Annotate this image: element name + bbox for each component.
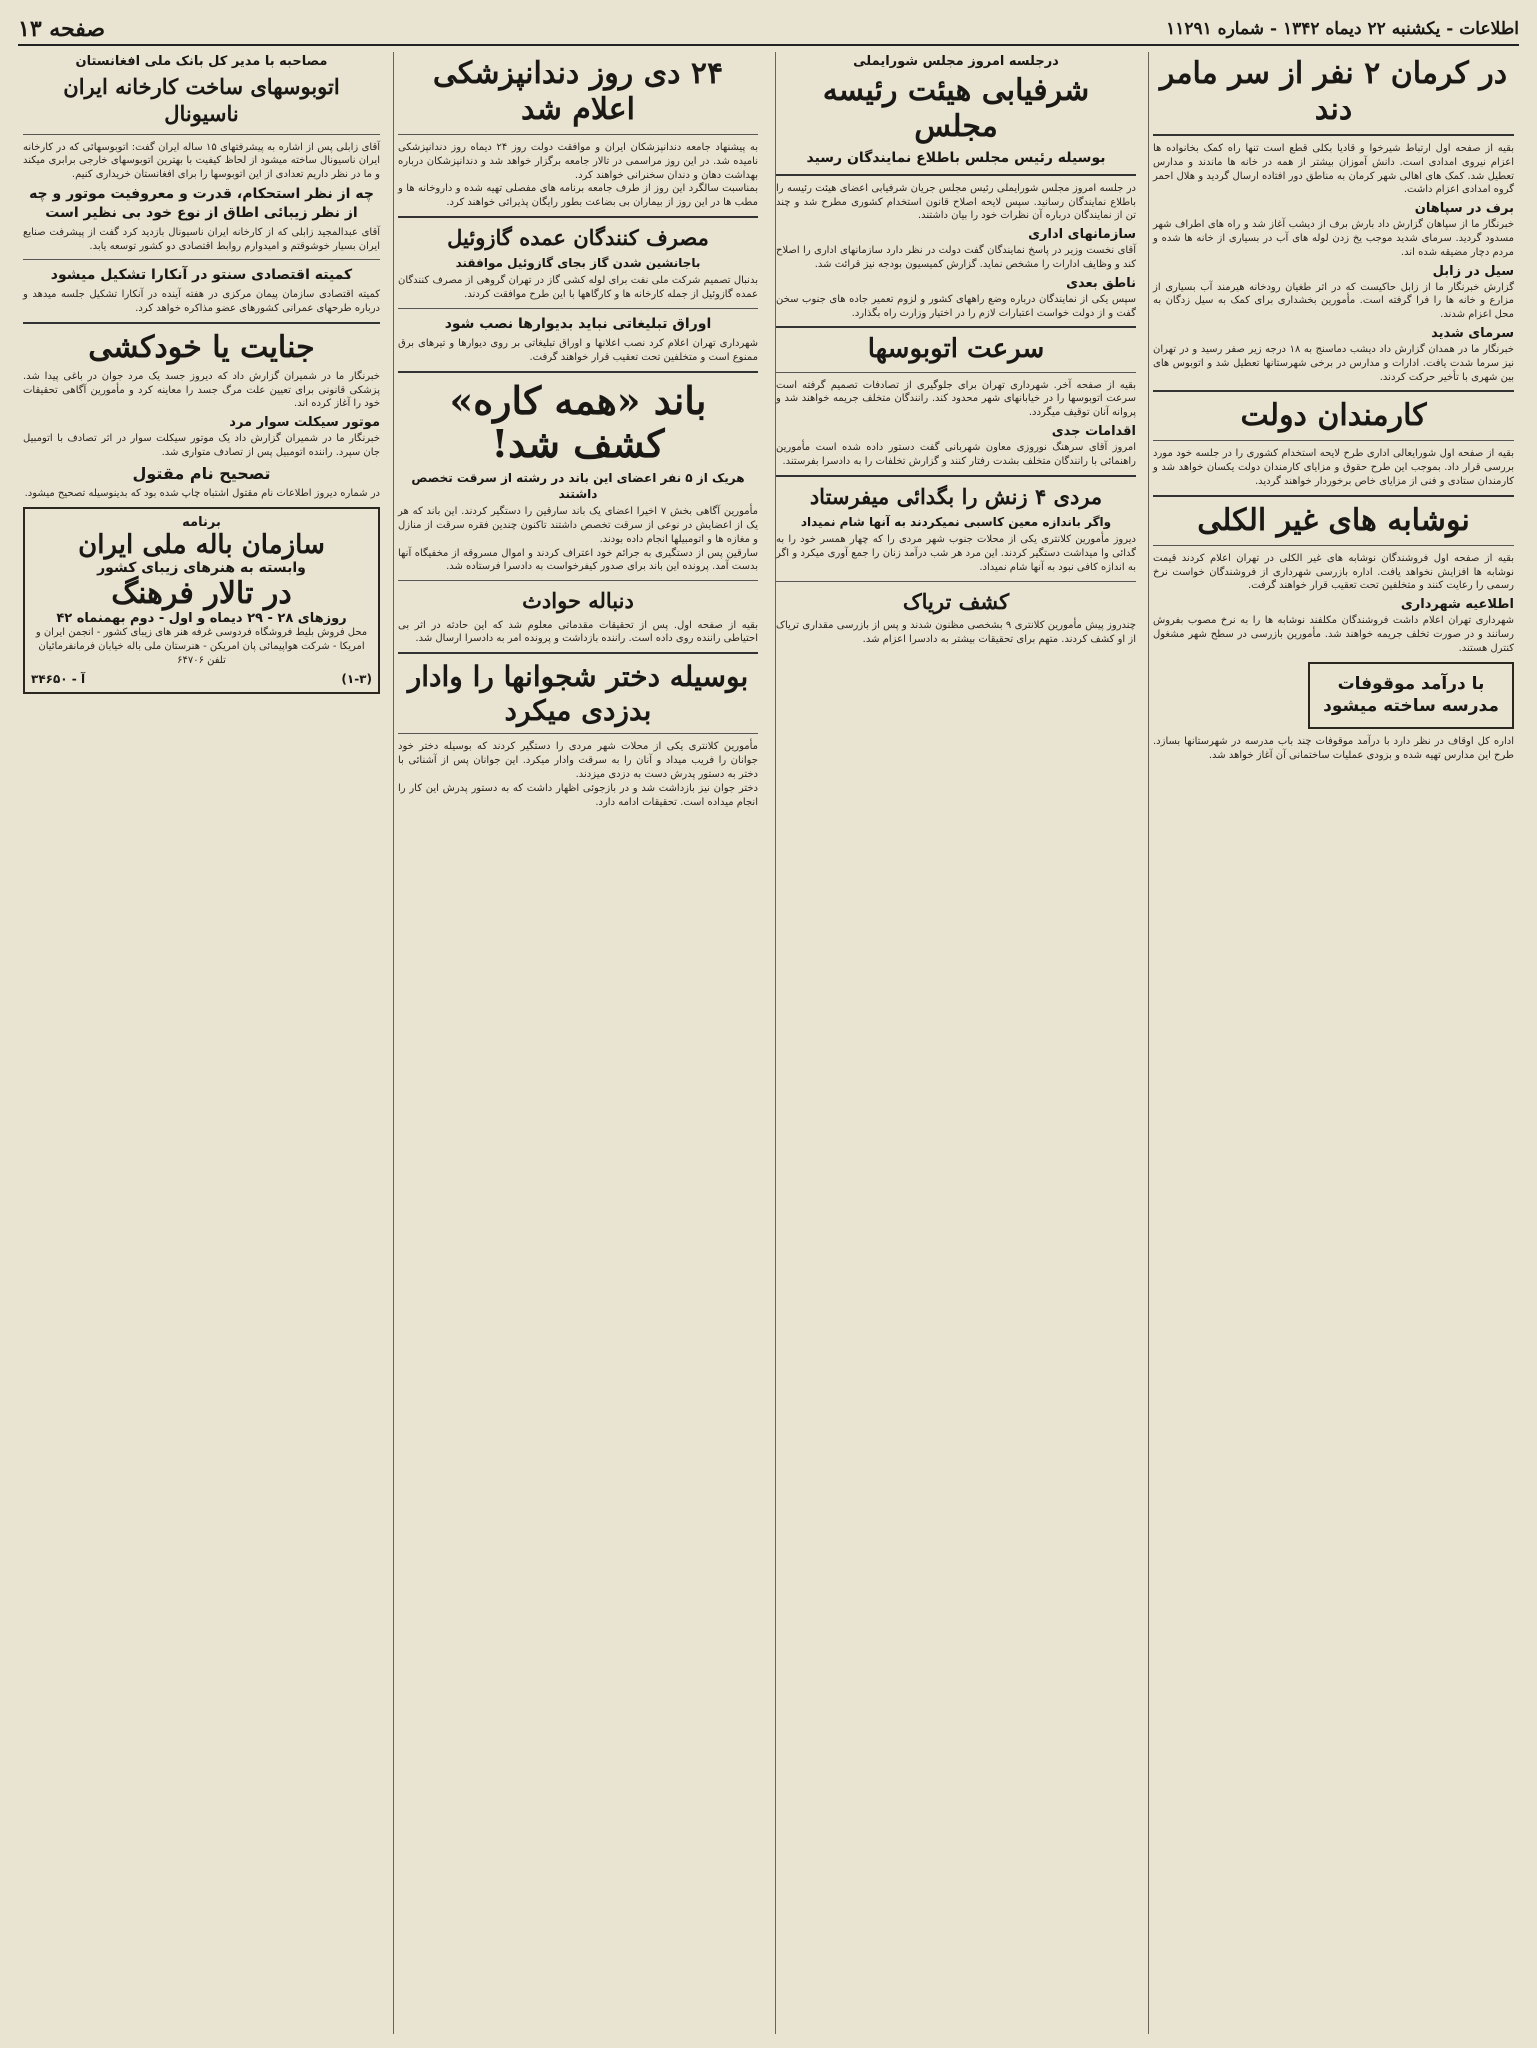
- article-daughter-body2: دختر جوان نیز بازداشت شد و در بازجوئی اظهار داشت که به دستور پدرش این کار را انجام میداده است. تحقیقات ادامه دارد.: [398, 782, 758, 808]
- ad-intro: برنامه: [182, 515, 221, 531]
- headline-gang: باند «همه کاره» کشف شد!: [449, 377, 707, 467]
- ad-code-right: (۱-۳): [341, 671, 372, 686]
- masthead-strip: [18, 14, 1519, 46]
- subhead-serious-measures: اقدامات جدی: [1051, 424, 1136, 440]
- subhead-flood: سیل در زابل: [1432, 263, 1514, 279]
- ad-subtitle: وابسته به هنرهای زیبای کشور: [97, 560, 306, 577]
- column-right: [1148, 52, 1519, 2034]
- article-snow-body: خبرنگار ما از سپاهان گزارش داد بارش برف از دیشب آغاز شد و راه های اطراف شهر مسدود گردید. سرمای شدید موجب یخ زدن لوله های آب در بسیاری از خانه ها شده و مردم دچار مضیقه شده اند.: [1153, 219, 1514, 258]
- article-bus-quality-body: آقای عبدالمجید زابلی که از کارخانه ایران ناسیونال بازدید کرد گفت از پیشرفت صنایع ایران بسیار خوشوقتم و امیدوارم روابط اقتصادی دو کشور توسعه یابد.: [23, 226, 380, 252]
- deck-beggar-wives: واگر باندازه معین کاسبی نمیکردند به آنها شام نمیداد: [800, 514, 1112, 529]
- headline-soft-drinks: نوشابه های غیر الکلی: [1197, 502, 1470, 538]
- page-number: صفحه ۱۳: [18, 16, 106, 42]
- column-left: [18, 52, 385, 2034]
- headline-bus-quality: چه از نظر استحکام، قدرت و معروفیت موتور و چه از نظر زیبائی اطاق از نوع خود بی نظیر است: [29, 185, 374, 221]
- article-municipality-body: شهرداری تهران اعلام داشت فروشندگان مکلفند نوشابه ها را به نرخ مصوب بفروش رسانند و در صورت تخلف جریمه خواهند شد. مأمورین بازرسی در سطح شهر مشغول کنترل هستند.: [1153, 615, 1514, 654]
- ad-info: محل فروش بلیط فروشگاه فردوسی غرفه هنر های زیبای کشور - انجمن ایران و امریکا - شرکت هواپیمائی پان امریکن - هنرستان ملی باله خیابان فرمانفرمائیان تلفن ۶۴۷۰۶: [35, 627, 368, 666]
- kicker-parliament: درجلسه امروز مجلس شورایملی: [853, 54, 1059, 69]
- subhead-snow: برف در سپاهان: [1414, 201, 1514, 217]
- headline-posters: اوراق تبلیغاتی نباید بدیوارها نصب شود: [444, 316, 712, 333]
- article-gang-body: مأمورین آگاهی بخش ۷ اخیرا اعضای یک باند سارقین را دستگیر کردند. این باند که هر یک از اعضایش در نوعی از سرقت تخصص داشتند تاکنون چندین فقره سرقت از منازل و مغازه ها و اتومبیلها انجام داده بودند.: [398, 506, 758, 545]
- headline-daughter-thefts: بوسیله دختر شجوانها را وادار بدزدی میکرد: [407, 660, 749, 727]
- column-center-right: [771, 52, 1141, 2034]
- headline-bus-speed: سرعت اتوبوسها: [867, 334, 1045, 365]
- headline-correction: تصحیح نام مقتول: [132, 463, 271, 483]
- masthead: اطلاعات - یکشنبه ۲۲ دیماه ۱۳۴۲ - شماره ۱۱۲۹۱: [1166, 19, 1519, 39]
- article-parliament-body: در جلسه امروز مجلس شورایملی رئیس مجلس جریان شرفیابی اعضای هیئت رئیسه را باطلاع نمایندگان رسانید. سپس لایحه اصلاح قانون استخدام کشوری مطرح شد و چند تن از نمایندگان درباره آن نظرات خود را بیان داشتند.: [776, 182, 1136, 222]
- headline-parliament: شرفیابی هیئت رئیسه مجلس: [822, 73, 1090, 144]
- headline-endowments: با درآمد موقوفات مدرسه ساخته میشود: [1323, 673, 1499, 717]
- columns: [18, 52, 1519, 2034]
- article-flood-body: گزارش خبرنگار ما از زابل حاکیست که در اثر طغیان رودخانه هیرمند آب بسیاری از مزارع و خانه ها را فرا گرفته است. مأمورین بخشداری برای کمک به سیل زدگان به محل اعزام شدند.: [1153, 281, 1514, 321]
- subhead-next-speaker: ناطق بعدی: [1066, 275, 1136, 291]
- article-kerman-body: بقیه از صفحه اول ارتباط شیرخوا و قادیا بکلی قطع است تنها راه کمک بخانواده ها اعزام نیروی امدادی است. دانش آموزان بیشتر از همه در خانه ها ماندند و مدارس تعطیل شد. کمک های اهالی شهر کرمان به مناطق دور افتاده ارسال گردید و هلال احمر گروه امدادی اعزام داشت.: [1153, 143, 1514, 196]
- headline-iran-national-buses: اتوبوسهای ساخت کارخانه ایران ناسیونال: [63, 74, 340, 127]
- article-dentistry-body: به پیشنهاد جامعه دندانپزشکان ایران و موافقت دولت روز ۲۴ دیماه روز دندانپزشکی نامیده شد. در این روز مراسمی در تالار جامعه برگزار خواهد شد و دندانپزشکان درباره بهداشت دهان و دندان سخنرانی خواهند کرد.: [398, 142, 758, 181]
- article-bus-speed-body: بقیه از صفحه آخر. شهرداری تهران برای جلوگیری از تصادفات تصمیم گرفته است سرعت اتوبوسها را در خیابانهای شهر محدود کند. رانندگان متخلف جریمه خواهند شد و پروانه آنان توقیف میگردد.: [776, 379, 1136, 419]
- ad-ballet: [23, 507, 380, 693]
- article-buses-body: آقای زابلی پس از اشاره به پیشرفتهای ۱۵ ساله ایران گفت: اتوبوسهائی که در کارخانه ایران ناسیونال ساخته میشود از لحاظ کیفیت با بهترین اتوبوسهای خارجی برابری میکند و ما در نظر داریم تعدادی از این اتوبوسها را برای افغانستان خریداری کنیم.: [23, 141, 380, 181]
- kicker-interview: مصاحبه با مدیر کل بانک ملی افغانستان: [75, 54, 328, 69]
- deck-gang: هریک از ۵ نفر اعضای این باند در رشته از سرقت تخصص داشتند: [411, 470, 745, 502]
- article-incidents-body: بقیه از صفحه اول. پس از تحقیقات مقدماتی معلوم شد که این حادثه در اثر بی احتیاطی راننده روی داده است. راننده بازداشت و پرونده امر به دادسرا ارسال شد.: [398, 619, 758, 645]
- article-dentistry-body2: بمناسبت سالگرد این روز از طرف جامعه برنامه های مفصلی تهیه شده و داروخانه ها و مطب ها در این روز از بیماران بی بضاعت بطور رایگان پذیرائی خواهند کرد.: [398, 183, 758, 209]
- article-serious-measures-body: امروز آقای سرهنگ نوروزی معاون شهربانی گفت دستور داده شده است مأمورین راهنمائی با رانندگان متخلف بشدت رفتار کنند و گزارش تخلفات را به دادسرا بفرستند.: [776, 442, 1136, 467]
- headline-incidents: دنباله حوادث: [522, 588, 634, 614]
- article-gasoil-body: بدنبال تصمیم شرکت ملی نفت برای لوله کشی گاز در تهران گروهی از مصرف کنندگان عمده گازوئیل از جمله کارخانه ها و کارگاهها با این طرح موافقت کردند.: [398, 275, 758, 301]
- article-beggar-wives-body: دیروز مأمورین کلانتری یکی از محلات جنوب شهر مردی را که چهار همسر خود را به گدائی وا میداشت دستگیر کردند. این مرد هر شب درآمد زنان را جمع آوری میکرد و اگر به اندازه کافی نبود به آنها شام نمیداد.: [776, 534, 1136, 573]
- article-opium-body: چندروز پیش مأمورین کلانتری ۹ بشخصی مظنون شدند و پس از بازرسی مقداری تریاک از او کشف کردند. متهم برای تحقیقات بیشتر به دادسرا اعزام شد.: [776, 619, 1136, 645]
- article-endowments-body: اداره کل اوقاف در نظر دارد با درآمد موقوفات چند باب مدرسه در شهرستانها بسازد. طرح این مدارس تهیه شده و بزودی عملیات ساختمانی آن آغاز خواهد شد.: [1153, 736, 1514, 762]
- deck-gasoil: باجانشین شدن گاز بجای گازوئیل موافقند: [455, 256, 701, 271]
- headline-crime-suicide: جنایت یا خودکشی: [88, 329, 315, 365]
- subhead-motorcycle: موتور سیکلت سوار مرد: [229, 415, 380, 431]
- article-posters-body: شهرداری تهران اعلام کرد نصب اعلانها و اوراق تبلیغاتی بر روی دیوارها و تیرهای برق ممنوع است و متخلفین تحت تعقیب قرار خواهند گرفت.: [398, 337, 758, 363]
- article-crime-body: خبرنگار ما در شمیران گزارش داد که دیروز جسد یک مرد جوان در باغی پیدا شد. پزشکی قانونی برای تعیین علت مرگ جسد را معاینه کرد و مأمورین آگاهی تحقیقات خود را آغاز کرده اند.: [23, 370, 380, 410]
- subhead-municipality: اطلاعیه شهرداری: [1400, 597, 1514, 613]
- article-next-speaker-body: سپس یکی از نمایندگان درباره وضع راههای کشور و لزوم تعمیر جاده های جنوب سخن گفت و از دولت خواست اعتبارات لازم را در اختیار وزارت راه بگذارد.: [776, 293, 1136, 319]
- column-center-left: [393, 52, 763, 2034]
- article-admin-body: آقای نخست وزیر در پاسخ نمایندگان گفت دولت در نظر دارد سازمانهای اداری را اصلاح کند و وظایف ادارات را مشخص نماید. گزارش کمیسیون بودجه نیز قرائت شد.: [776, 245, 1136, 271]
- article-gang-body2: سارقین پس از دستگیری به جرائم خود اعتراف کردند و اموال مسروقه از مخفیگاه آنها بدست آمد. پرونده این باند برای صدور کیفرخواست به دادسرا فرستاده شد.: [398, 547, 758, 573]
- deck-parliament: بوسیله رئیس مجلس باطلاع نمایندگان رسید: [806, 150, 1106, 166]
- article-employees-body: بقیه از صفحه اول شورایعالی اداری طرح لایحه استخدام کشوری را در جلسه خود مورد بررسی قرار داد. بموجب این طرح حقوق و مزایای کارمندان دولت یکسان خواهد شد و کارمندان ستادی و فنی از مزایای خاص برخوردار خواهند گردید.: [1153, 448, 1514, 487]
- headline-cento: کمیته اقتصادی سنتو در آنکارا تشکیل میشود: [50, 267, 353, 284]
- subhead-cold: سرمای شدید: [1431, 325, 1514, 341]
- article-cento-body: کمیته اقتصادی سازمان پیمان مرکزی در هفته آینده در آنکارا تشکیل جلسه میدهد و درباره طرحهای عمرانی کشورهای عضو مذاکره خواهد کرد.: [23, 289, 380, 315]
- ad-title: سازمان باله ملی ایران: [78, 530, 325, 561]
- article-correction-body: در شماره دیروز اطلاعات نام مقتول اشتباه چاپ شده بود که بدینوسیله تصحیح میشود.: [24, 488, 380, 500]
- headline-employees: کارمندان دولت: [1240, 398, 1427, 434]
- subhead-admin: سازمانهای اداری: [1028, 227, 1136, 243]
- headline-gasoil: مصرف کنندگان عمده گازوئیل: [447, 224, 709, 250]
- ad-code-left: آ - ۳۴۶۵۰: [31, 671, 86, 686]
- headline-kerman: در کرمان ۲ نفر از سر مامر دند: [1159, 56, 1508, 127]
- article-cold-body: خبرنگار ما در همدان گزارش داد دیشب دماسنج به ۱۸ درجه زیر صفر رسید و در تهران نیز سرما شدت یافت. ادارات و مدارس در برخی شهرستانها تعطیل شد و اتوبوس های بین شهری با تأخیر حرکت کردند.: [1153, 343, 1514, 383]
- article-motorcycle-body: خبرنگار ما در شمیران گزارش داد یک موتور سیکلت سوار در اثر تصادف با اتومبیل جان سپرد. راننده اتومبیل پس از تصادف متواری شد.: [23, 433, 380, 459]
- ad-place: در تالار فرهنگ: [111, 576, 292, 612]
- headline-opium: کشف تریاک: [902, 588, 1010, 614]
- box-endowments: [1308, 662, 1514, 730]
- ad-dates: روزهای ۲۸ - ۲۹ دیماه و اول - دوم بهمنماه ۴۲: [56, 611, 347, 627]
- headline-beggar-wives: مردی ۴ زنش را بگدائی میفرستاد: [809, 483, 1103, 509]
- article-soft-drinks-body: بقیه از صفحه اول فروشندگان نوشابه های غیر الکلی در تهران اعلام کردند قیمت نوشابه ها افزایش نخواهد یافت. اداره بازرسی شهرداری از فروشندگان خواست نرخ رسمی را رعایت کنند و متخلفین تحت تعقیب قرار خواهند گرفت.: [1153, 552, 1514, 592]
- ad-codes: [31, 672, 372, 686]
- headline-dentistry-day: ۲۴ دی روز دندانپزشکی اعلام شد: [432, 56, 724, 127]
- article-daughter-body: مأمورین کلانتری یکی از محلات شهر مردی را دستگیر کردند که بوسیله دختر خود جوانان را فریب میداد و آنان را به سرقت وادار میکرد. این جوانان پس از آشنائی با دختر به دستور پدرش دست به دزدی میزدند.: [398, 741, 758, 780]
